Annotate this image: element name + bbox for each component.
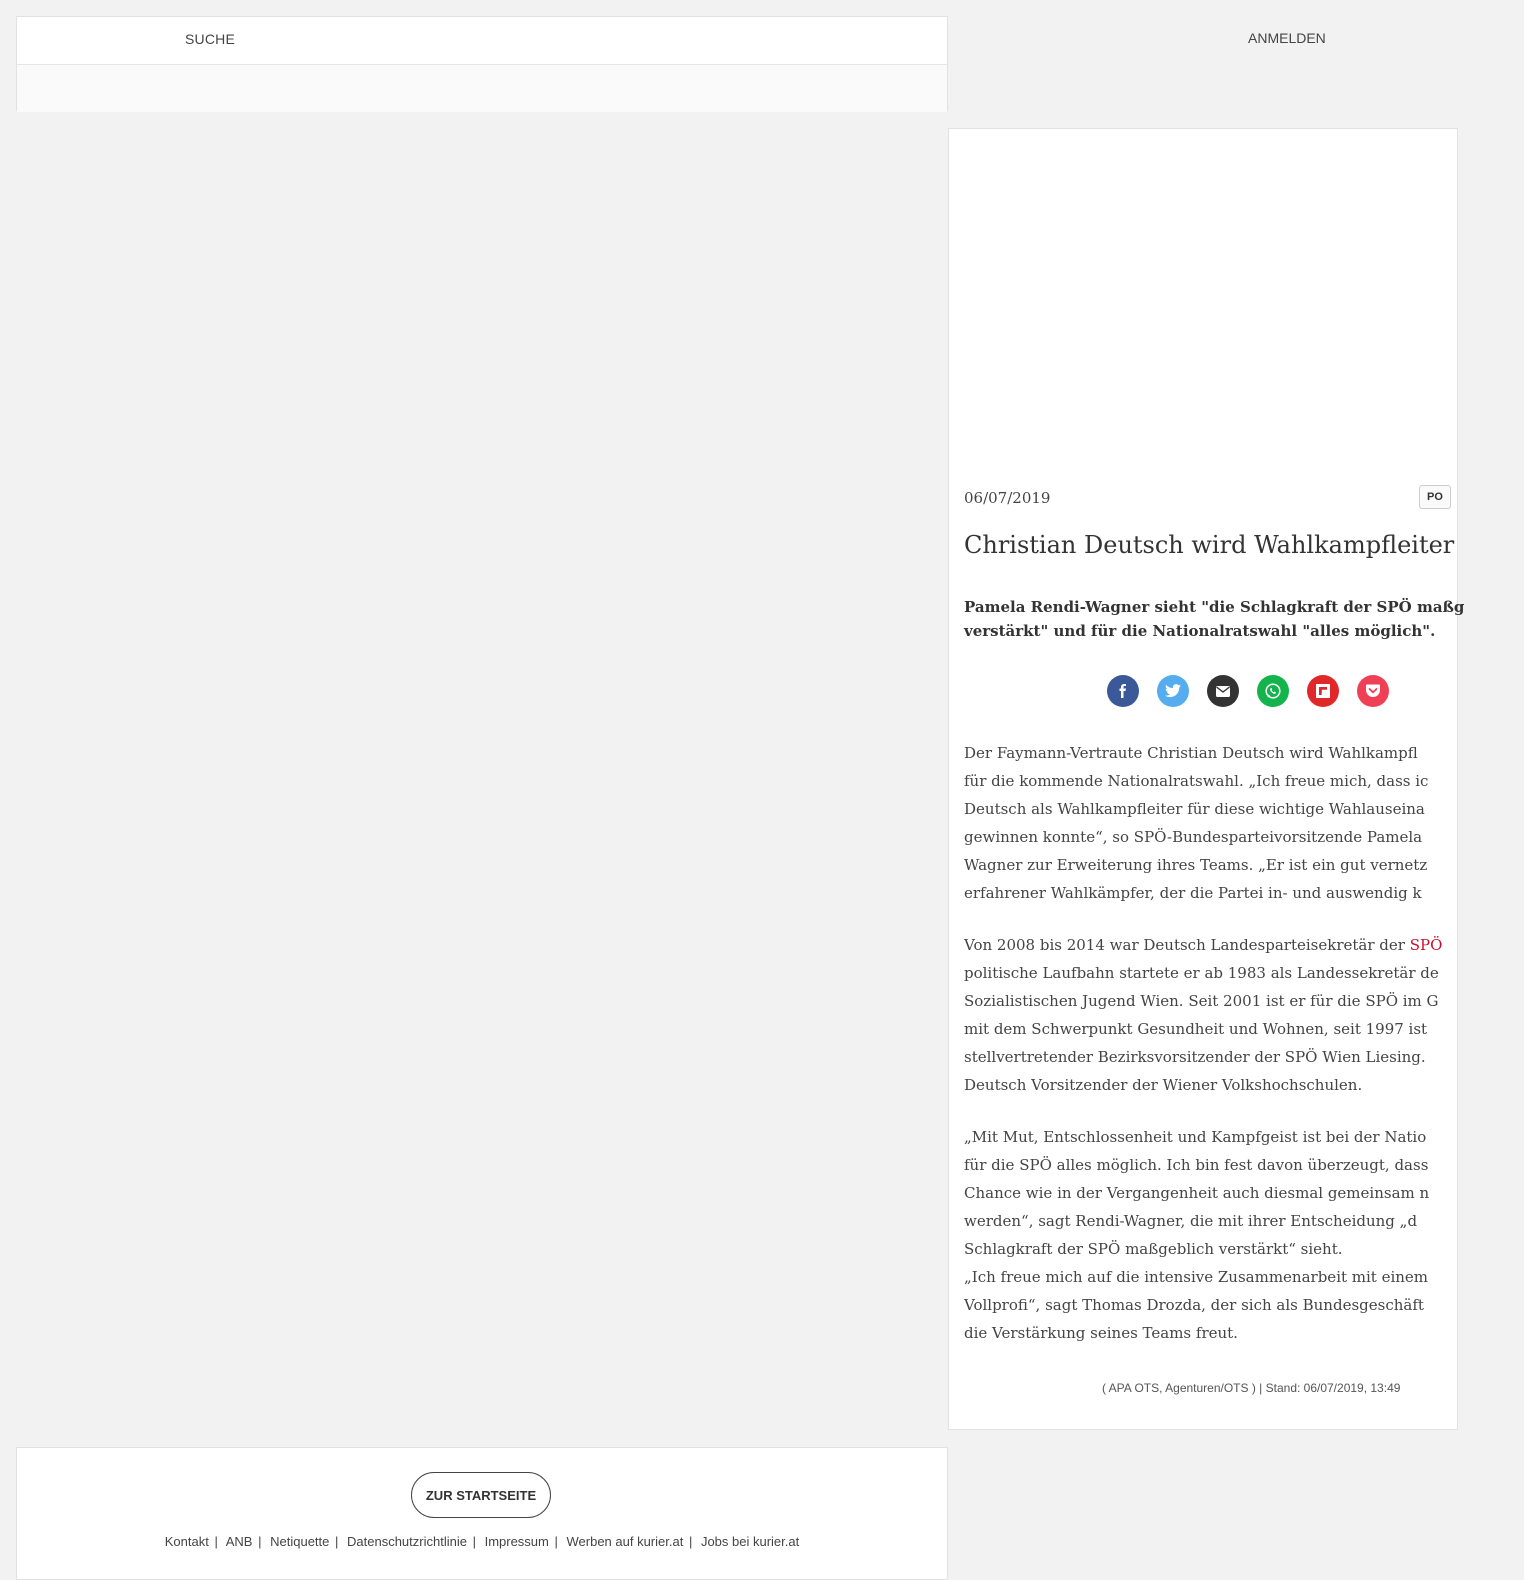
article-card bbox=[948, 128, 1465, 1430]
footer-link-kontakt[interactable]: Kontakt bbox=[164, 1534, 209, 1549]
footer-link-jobs[interactable]: Jobs bei kurier.at bbox=[700, 1534, 800, 1549]
paragraph: „Mit Mut, Entschlossenheit und Kampfgeist ist bei der Natio für die SPÖ alles möglich. Ich bin fest davon überzeugt, dass Chance wie in der Vergangenheit auch diesmal gemeinsam n werden“, sagt Rendi-Wagner, die mit ihrer Entscheidung „d Schlagkraft der SPÖ maßgeblich verstärkt“ sieht. bbox=[964, 1128, 1430, 1258]
twitter-share-button[interactable] bbox=[1157, 675, 1189, 707]
footer-links bbox=[17, 1534, 947, 1549]
login-link[interactable]: ANMELDEN bbox=[1248, 30, 1326, 46]
paragraph: politische Laufbahn startete er ab 1983 als Landessekretär de Sozialistischen Jugend Wien. Seit 2001 ist er für die SPÖ im G mit dem Schwerpunkt Gesundheit und Wohnen, seit 1997 ist stellvertretender Bezirksvorsitzender der SPÖ Wien Liesing. Deutsch Vorsitzender der Wiener Volkshochschulen. bbox=[964, 964, 1439, 1094]
spoe-link[interactable]: SPÖ bbox=[1409, 936, 1443, 954]
footer-link-werben[interactable]: Werben auf kurier.at bbox=[566, 1534, 684, 1549]
article-date: 06/07/2019 bbox=[964, 489, 1051, 507]
article-body bbox=[964, 739, 1524, 1371]
paragraph bbox=[964, 931, 1524, 959]
facebook-share-button[interactable] bbox=[1107, 675, 1139, 707]
separator: | bbox=[685, 1534, 693, 1549]
separator: | bbox=[468, 1534, 476, 1549]
footer-link-datenschutz[interactable]: Datenschutzrichtlinie bbox=[347, 1534, 467, 1549]
top-navigation bbox=[16, 16, 948, 111]
page-footer bbox=[16, 1447, 948, 1580]
email-share-button[interactable] bbox=[1207, 675, 1239, 707]
separator: | bbox=[331, 1534, 339, 1549]
paragraph: Der Faymann-Vertraute Christian Deutsch wird Wahlkampfl für die kommende Nationalratswahl. „Ich freue mich, dass ic Deutsch als Wahlkampfleiter für diese wichtige Wahlauseina gewinnen konnte“, so SPÖ-Bundesparteivorsitzende Pamela Wagner zur Erweiterung ihres Teams. „Er ist ein gut vernetz erfahrener Wahlkämpfer, der die Partei in- und auswendig k bbox=[964, 744, 1429, 902]
flipboard-icon bbox=[1316, 684, 1330, 698]
flipboard-share-button[interactable] bbox=[1307, 675, 1339, 707]
separator: | bbox=[550, 1534, 558, 1549]
facebook-icon bbox=[1116, 684, 1130, 698]
whatsapp-share-button[interactable] bbox=[1257, 675, 1289, 707]
whatsapp-icon bbox=[1264, 682, 1282, 700]
pocket-share-button[interactable] bbox=[1357, 675, 1389, 707]
footer-link-anb[interactable]: ANB bbox=[225, 1534, 253, 1549]
article-title: Christian Deutsch wird Wahlkampfleiter bbox=[964, 531, 1455, 559]
subnav-row bbox=[17, 65, 947, 112]
footer-link-impressum[interactable]: Impressum bbox=[484, 1534, 549, 1549]
separator: | bbox=[254, 1534, 262, 1549]
email-icon bbox=[1216, 686, 1230, 697]
footer-link-netiquette[interactable]: Netiquette bbox=[270, 1534, 330, 1549]
pocket-icon bbox=[1365, 684, 1381, 698]
share-bar bbox=[1107, 675, 1389, 707]
section-tag[interactable]: PO bbox=[1419, 485, 1451, 509]
twitter-icon bbox=[1165, 684, 1181, 698]
search-link[interactable]: SUCHE bbox=[185, 31, 236, 47]
paragraph: „Ich freue mich auf die intensive Zusammenarbeit mit einem Vollprofi“, sagt Thomas Drozda, der sich als Bundesgeschäft die Verstärkung seines Teams freut. bbox=[964, 1268, 1429, 1342]
article-lead: Pamela Rendi-Wagner sieht "die Schlagkraft der SPÖ maßg verstärkt" und für die Nationalratswahl "alles möglich". bbox=[964, 598, 1465, 640]
nav-row bbox=[17, 17, 947, 65]
home-button[interactable]: ZUR STARTSEITE bbox=[411, 1472, 551, 1518]
article-credits: ( APA OTS, Agenturen/OTS ) | Stand: 06/07/2019, 13:49 bbox=[1102, 1381, 1401, 1395]
paragraph-text: Von 2008 bis 2014 war Deutsch Landesparteisekretär der bbox=[964, 936, 1410, 954]
separator: | bbox=[210, 1534, 218, 1549]
